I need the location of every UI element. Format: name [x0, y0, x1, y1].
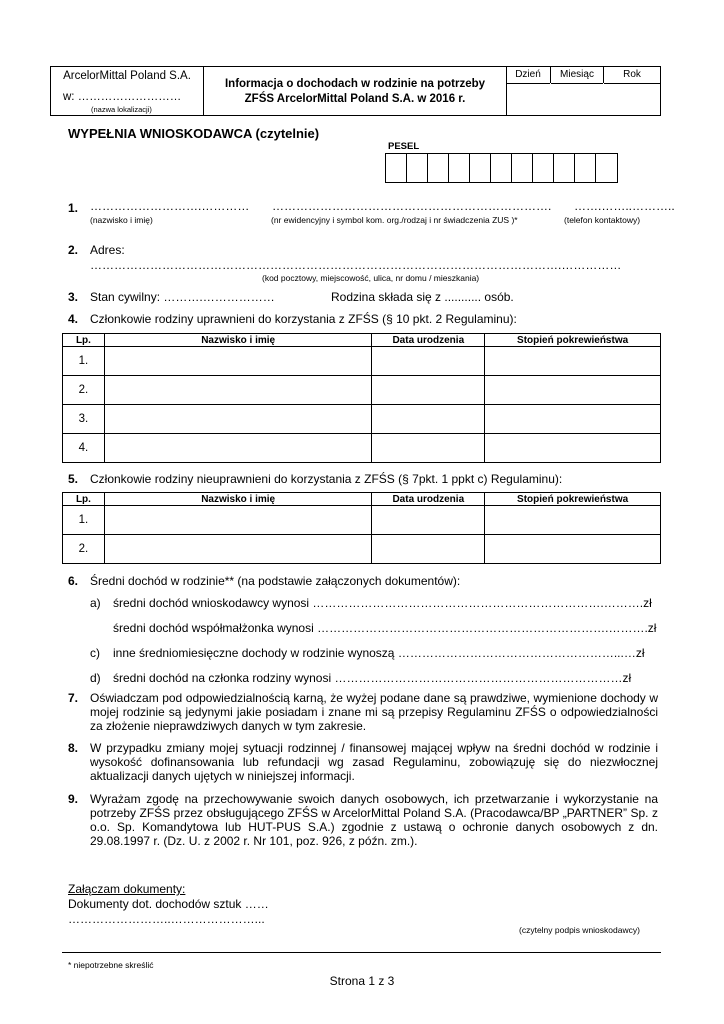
- col-name: Nazwisko i imię: [104, 334, 371, 347]
- name-caption: (nazwisko i imię): [90, 215, 153, 225]
- col-relation: Stopień pokrewieństwa: [485, 334, 661, 347]
- table-row: [63, 405, 661, 434]
- address-label: Adres:: [90, 243, 125, 257]
- address-caption: (kod pocztowy, miejscowość, ulica, nr domu / mieszkania): [262, 273, 480, 283]
- row-number: 2.: [63, 535, 105, 564]
- pesel-boxes[interactable]: [385, 153, 618, 183]
- table-row: [63, 506, 661, 535]
- pesel-digit[interactable]: [407, 154, 428, 182]
- col-birthdate: Data urodzenia: [372, 334, 485, 347]
- pesel-digit[interactable]: [596, 154, 617, 182]
- pesel-digit[interactable]: [449, 154, 470, 182]
- attachments-heading: Załączam dokumenty:: [68, 882, 186, 896]
- table-row: [63, 347, 661, 376]
- row-number: 1.: [63, 506, 105, 535]
- title-cell: [203, 67, 507, 115]
- declaration-text: Oświadczam pod odpowiedzialnością karną, że wyżej podane dane są prawdziwe, wymienione dochody w mojej rodzinie są jedynymi jakie posiadam i znane mi są przepisy Regulaminu ZFŚS o odpowiedzialności za złożenie nieprawdziwych danych w tym zakresie.: [90, 691, 658, 733]
- applicant-income-field[interactable]: średni dochód wnioskodawcy wynosi ……………………………………………………………….……….zł: [113, 596, 652, 610]
- pesel-digit[interactable]: [386, 154, 407, 182]
- location-field[interactable]: w: ………………………: [63, 91, 182, 103]
- item-9-number: 9.: [68, 792, 79, 806]
- data-consent-text: Wyrażam zgodę na przechowywanie swoich danych osobowych, ich przetwarzanie i wykorzystanie na potrzeby ZFŚS przez obsługującego ZFŚS w ArcelorMittal Poland S.A. (Pracodawca/BP „PARTNER” Sp. z o.o. Sp. Komandytowa lub HUT-PUS S.A.) zgodnie z ustawą o ochronie danych osobowych z dn. 29.08.1997 r. (Dz. U. z 2002 r. Nr 101, poz. 926, z późn. zm.).: [90, 792, 658, 848]
- non-entitled-members-label: Członkowie rodziny nieuprawnieni do korzystania z ZFŚS (§ 7pkt. 1 ppkt c) Regulaminu):: [90, 472, 563, 486]
- month-label: Miesiąc: [551, 67, 603, 84]
- col-relation: Stopień pokrewieństwa: [485, 493, 661, 506]
- name-field[interactable]: ……………………….…………: [90, 199, 250, 213]
- pesel-digit[interactable]: [512, 154, 533, 182]
- table-row: [63, 535, 661, 564]
- col-lp: Lp.: [63, 334, 105, 347]
- pesel-digit[interactable]: [554, 154, 575, 182]
- pesel-digit[interactable]: [575, 154, 596, 182]
- pesel-digit[interactable]: [470, 154, 491, 182]
- income-c-letter: c): [90, 646, 100, 660]
- spouse-income-field[interactable]: średni dochód współmałżonka wynosi ……………………………………………………………….……….zł: [113, 621, 657, 635]
- pesel-label: PESEL: [388, 141, 420, 152]
- income-a-letter: a): [90, 596, 101, 610]
- other-income-field[interactable]: inne średniomiesięczne dochody w rodzinie wynoszą ………………………………………………...…zł: [113, 646, 645, 660]
- attachments-count-field[interactable]: Dokumenty dot. dochodów sztuk ……: [68, 897, 269, 911]
- family-size-field[interactable]: Rodzina składa się z ........... osób.: [331, 290, 514, 304]
- item-1-number: 1.: [68, 201, 79, 215]
- table-row: [63, 434, 661, 463]
- day-label: Dzień: [506, 67, 550, 84]
- item-2-number: 2.: [68, 243, 79, 257]
- row-number: 2.: [63, 376, 105, 405]
- footnote: * niepotrzebne skreślić: [68, 960, 154, 970]
- col-name: Nazwisko i imię: [104, 493, 371, 506]
- item-4-number: 4.: [68, 312, 79, 326]
- income-d-letter: d): [90, 671, 101, 685]
- item-7-number: 7.: [68, 691, 79, 705]
- non-entitled-members-table: [62, 492, 661, 564]
- phone-caption: (telefon kontaktowy): [564, 215, 641, 225]
- table-row: [63, 376, 661, 405]
- header-box: [50, 66, 661, 116]
- marital-status-field[interactable]: Stan cywilny: ……….………………: [90, 290, 275, 304]
- row-number: 3.: [63, 405, 105, 434]
- company-cell: [51, 67, 204, 115]
- page-number: Strona 1 z 3: [329, 974, 395, 988]
- pesel-digit[interactable]: [491, 154, 512, 182]
- signature-caption: (czytelny podpis wnioskodawcy): [519, 925, 640, 935]
- id-caption: (nr ewidencyjny i symbol kom. org./rodzaj i nr świadczenia ZUS )*: [271, 215, 518, 225]
- date-cell: [506, 67, 660, 115]
- pesel-digit[interactable]: [428, 154, 449, 182]
- pesel-digit[interactable]: [533, 154, 554, 182]
- location-caption: (nazwa lokalizacji): [91, 105, 152, 114]
- item-8-number: 8.: [68, 741, 79, 755]
- income-label: Średni dochód w rodzinie** (na podstawie załączonych dokumentów):: [90, 574, 461, 588]
- company-name: ArcelorMittal Poland S.A.: [63, 70, 191, 82]
- entitled-members-label: Członkowie rodziny uprawnieni do korzystania z ZFŚS (§ 10 pkt. 2 Regulaminu):: [90, 312, 517, 326]
- item-5-number: 5.: [68, 472, 79, 486]
- section-heading: WYPEŁNIA WNIOSKODAWCA (czytelnie): [68, 126, 320, 141]
- signature-line[interactable]: ……………………..…………………...: [68, 912, 265, 926]
- phone-field[interactable]: …….……..………..: [574, 199, 675, 213]
- entitled-members-table: [62, 333, 661, 463]
- address-field[interactable]: ……………………………………………………………………………………………………….……………: [90, 258, 622, 272]
- item-3-number: 3.: [68, 290, 79, 304]
- row-number: 4.: [63, 434, 105, 463]
- col-birthdate: Data urodzenia: [372, 493, 485, 506]
- form-title: Informacja o dochodach w rodzinie na potrzeby ZFŚS ArcelorMittal Poland S.A. w 2016 r.: [224, 78, 486, 105]
- id-field[interactable]: …………………………………………………………….: [272, 199, 552, 213]
- footer-divider: [62, 952, 661, 953]
- per-member-income-field[interactable]: średni dochód na członka rodziny wynosi ………………………………………………………………zł: [113, 671, 632, 685]
- item-6-number: 6.: [68, 574, 79, 588]
- change-obligation-text: W przypadku zmiany mojej sytuacji rodzinnej / finansowej mającej wpływ na średni dochód w rodzinie i wysokość dofinansowania lub refundacji wg zasad Regulaminu, zobowiązuję się do niezwłocznej aktualizacji danych ujętych w niniejszej informacji.: [90, 741, 658, 783]
- col-lp: Lp.: [63, 493, 105, 506]
- row-number: 1.: [63, 347, 105, 376]
- year-label: Rok: [604, 67, 660, 84]
